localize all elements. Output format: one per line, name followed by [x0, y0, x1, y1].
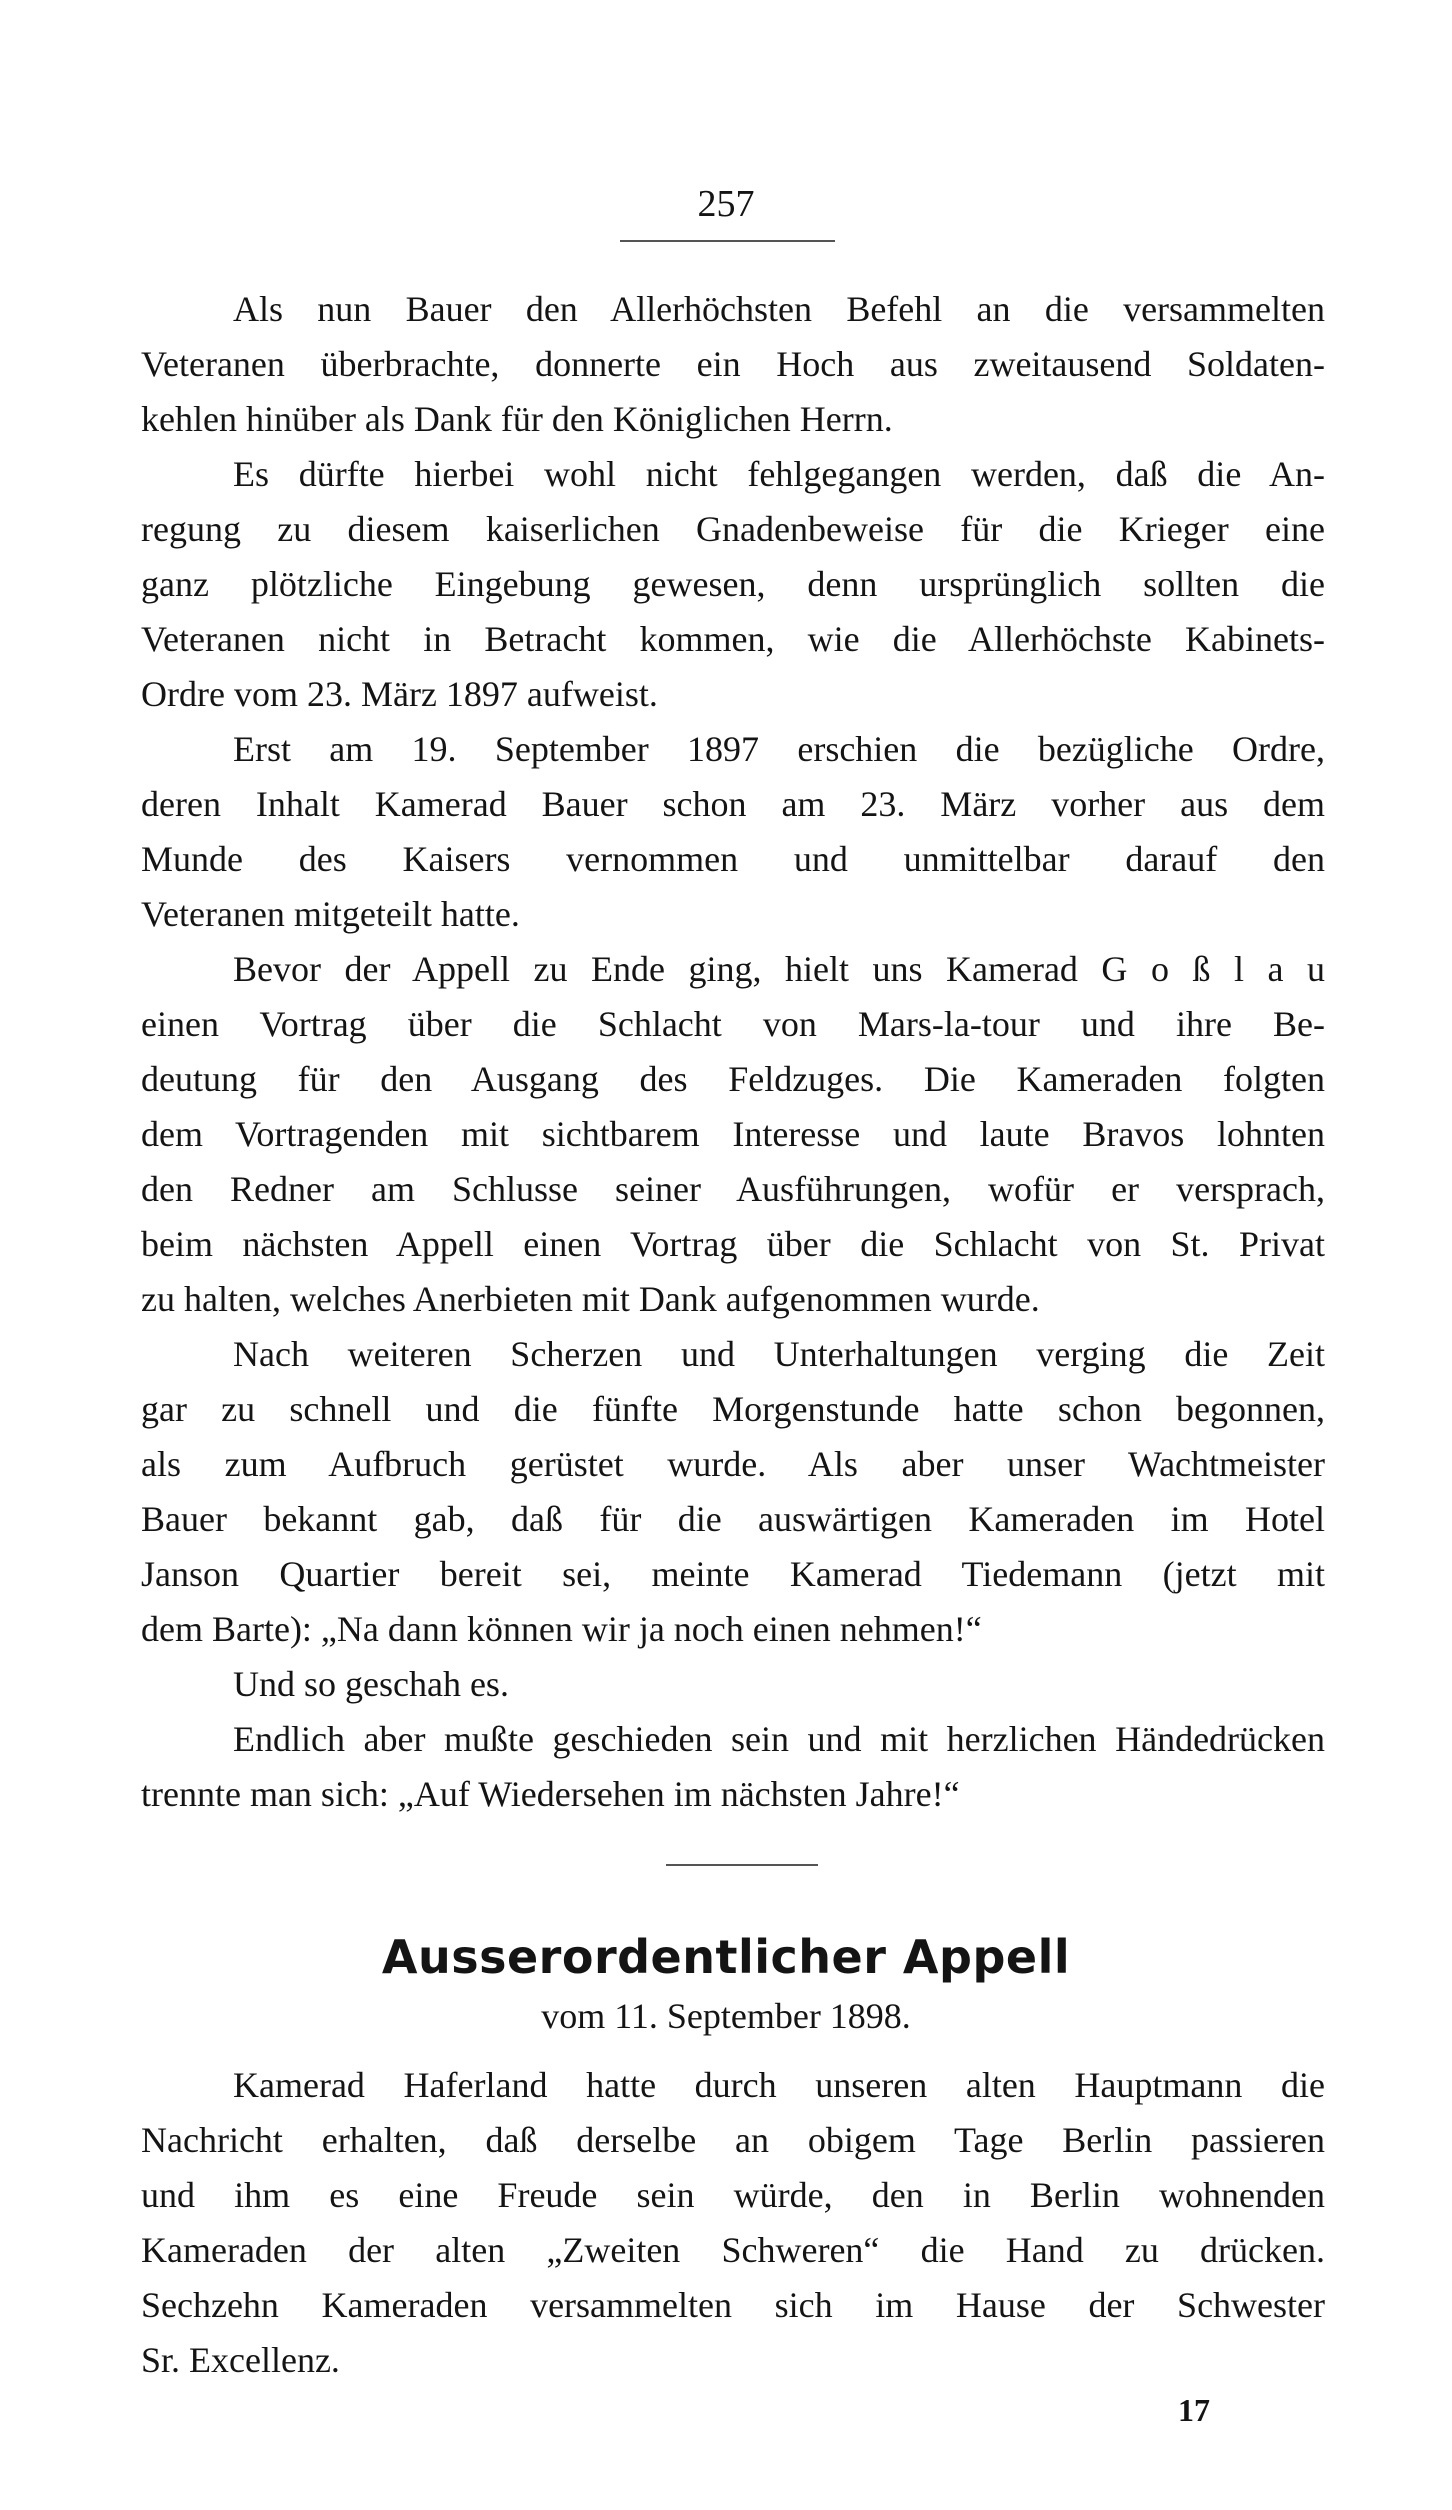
text-line: Endlich aber mußte geschieden sein und mit herzlichen Händedrücken — [233, 1719, 1325, 1759]
paragraph — [141, 447, 1325, 722]
text-line: dem Barte): „Na dann können wir ja noch einen nehmen!“ — [141, 1609, 982, 1649]
text-line: Kamerad Haferland hatte durch unseren alten Hauptmann die — [233, 2065, 1325, 2105]
text-line: Erst am 19. September 1897 erschien die bezügliche Ordre, — [233, 729, 1325, 769]
text-line: Veteranen mitgeteilt hatte. — [141, 894, 520, 934]
section-body-2 — [141, 2058, 1325, 2388]
text-line: deutung für den Ausgang des Feldzuges. Die Kameraden folgten — [141, 1059, 1325, 1099]
paragraph — [141, 722, 1325, 942]
text-line: Und so geschah es. — [233, 1664, 509, 1704]
section-divider — [666, 1864, 818, 1866]
signature-mark: 17 — [1178, 2392, 1210, 2428]
text-line: Bevor der Appell zu Ende ging, hielt uns Kamerad G o ß l a u — [233, 949, 1325, 989]
section-heading: Ausserordentlicher Appell — [381, 1930, 1071, 1984]
text-line: den Redner am Schlusse seiner Ausführungen, wofür er versprach, — [141, 1169, 1325, 1209]
text-line: Veteranen überbrachte, donnerte ein Hoch aus zweitausend Soldaten- — [141, 344, 1325, 384]
paragraph — [141, 2058, 1325, 2388]
text-line: regung zu diesem kaiserlichen Gnadenbeweise für die Krieger eine — [141, 509, 1325, 549]
text-line: Veteranen nicht in Betracht kommen, wie die Allerhöchste Kabinets- — [141, 619, 1325, 659]
text-line: Janson Quartier bereit sei, meinte Kamerad Tiedemann (jetzt mit — [141, 1554, 1325, 1594]
text-line: beim nächsten Appell einen Vortrag über die Schlacht von St. Privat — [141, 1224, 1325, 1264]
text-line: ganz plötzliche Eingebung gewesen, denn ursprünglich sollten die — [141, 564, 1325, 604]
paragraph — [141, 1327, 1325, 1657]
page-number: 257 — [697, 183, 755, 225]
text-line: Nach weiteren Scherzen und Unterhaltungen verging die Zeit — [233, 1334, 1325, 1374]
text-line: Bauer bekannt gab, daß für die auswärtigen Kameraden im Hotel — [141, 1499, 1325, 1539]
text-line: kehlen hinüber als Dank für den Königlichen Herrn. — [141, 399, 893, 439]
header-rule — [620, 240, 835, 242]
text-line: Munde des Kaisers vernommen und unmittelbar darauf den — [141, 839, 1325, 879]
section-subtitle: vom 11. September 1898. — [541, 1996, 911, 2036]
paragraph — [141, 942, 1325, 1327]
text-line: trennte man sich: „Auf Wiedersehen im nächsten Jahre!“ — [141, 1774, 960, 1814]
text-line: zu halten, welches Anerbieten mit Dank aufgenommen wurde. — [141, 1279, 1040, 1319]
paragraph — [141, 282, 1325, 447]
text-line: Sechzehn Kameraden versammelten sich im Hause der Schwester — [141, 2285, 1325, 2325]
text-line: gar zu schnell und die fünfte Morgenstunde hatte schon begonnen, — [141, 1389, 1325, 1429]
text-line: und ihm es eine Freude sein würde, den in Berlin wohnenden — [141, 2175, 1325, 2215]
text-line: einen Vortrag über die Schlacht von Mars-la-tour und ihre Be- — [141, 1004, 1325, 1044]
paragraph — [141, 1712, 1325, 1822]
text-line: deren Inhalt Kamerad Bauer schon am 23. März vorher aus dem — [141, 784, 1325, 824]
text-line: Kameraden der alten „Zweiten Schweren“ die Hand zu drücken. — [141, 2230, 1325, 2270]
text-line: Sr. Excellenz. — [141, 2340, 340, 2380]
text-line: Als nun Bauer den Allerhöchsten Befehl an die versammelten — [233, 289, 1325, 329]
paragraph — [141, 1657, 1325, 1712]
text-line: Nachricht erhalten, daß derselbe an obigem Tage Berlin passieren — [141, 2120, 1325, 2160]
text-line: Es dürfte hierbei wohl nicht fehlgegangen werden, daß die An- — [233, 454, 1325, 494]
text-line: Ordre vom 23. März 1897 aufweist. — [141, 674, 658, 714]
text-line: dem Vortragenden mit sichtbarem Interesse und laute Bravos lohnten — [141, 1114, 1325, 1154]
section-body-1 — [141, 282, 1325, 1822]
text-line: als zum Aufbruch gerüstet wurde. Als aber unser Wachtmeister — [141, 1444, 1325, 1484]
